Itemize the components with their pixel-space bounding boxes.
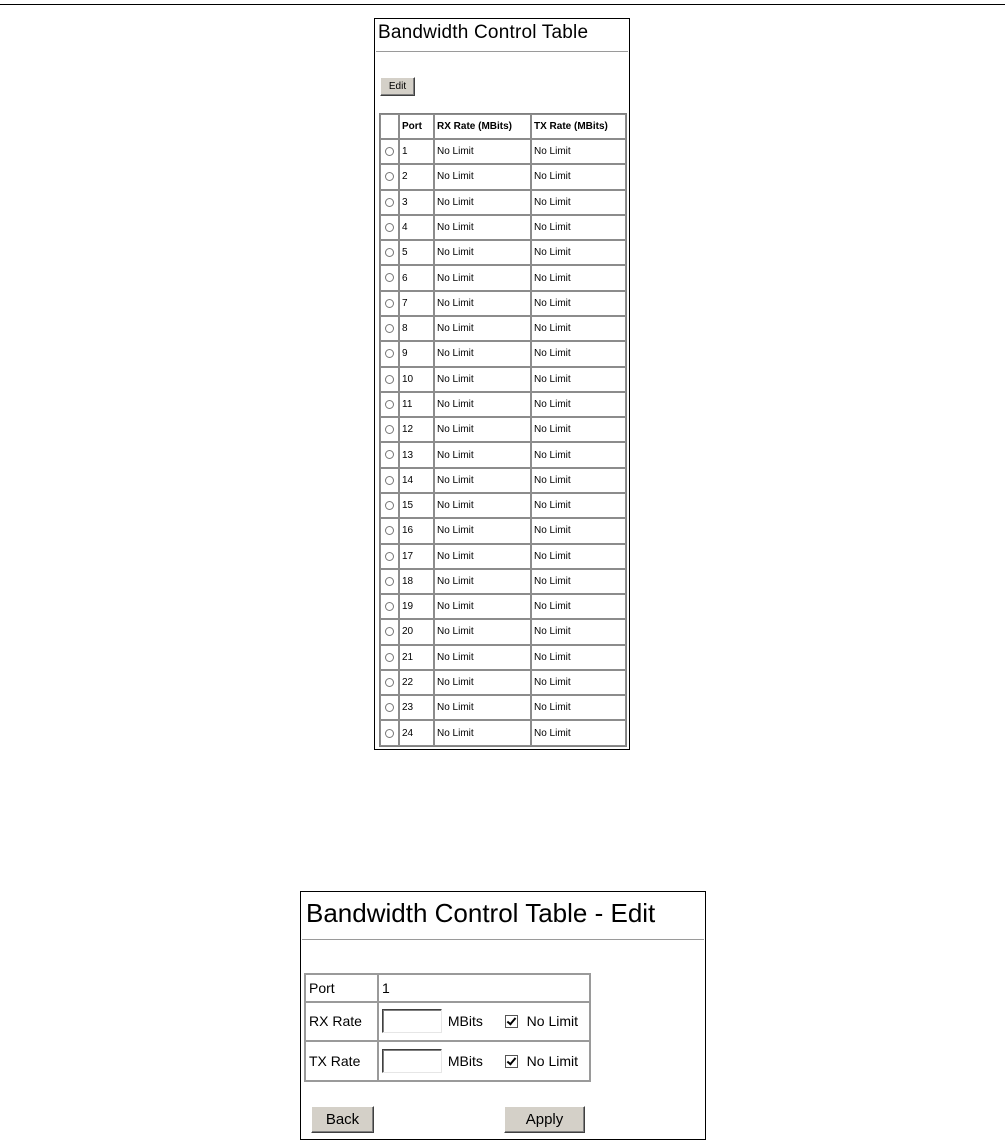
rx-unit-label: MBits — [447, 1013, 483, 1030]
port-cell: 4 — [399, 215, 434, 240]
tx-rate-cell: No Limit — [531, 392, 626, 417]
tx-rate-cell: No Limit — [531, 316, 626, 341]
port-select-radio[interactable] — [385, 248, 394, 257]
tx-rate-row — [305, 1041, 590, 1081]
table-row — [380, 367, 626, 392]
table-row — [380, 164, 626, 189]
rx-rate-label: RX Rate — [305, 1002, 378, 1042]
row-select-cell — [380, 316, 399, 341]
tx-rate-cell: No Limit — [531, 139, 626, 164]
table-row — [380, 594, 626, 619]
rx-rate-row — [305, 1002, 590, 1042]
rx-rate-cell: No Limit — [434, 139, 531, 164]
port-cell: 11 — [399, 392, 434, 417]
top-divider — [0, 4, 1005, 5]
bandwidth-control-table-panel — [374, 18, 630, 750]
row-select-cell — [380, 645, 399, 670]
row-select-cell — [380, 518, 399, 543]
tx-rate-cell: No Limit — [531, 720, 626, 746]
row-select-cell — [380, 392, 399, 417]
port-cell: 8 — [399, 316, 434, 341]
tx-rate-cell: No Limit — [531, 442, 626, 467]
row-select-cell — [380, 190, 399, 215]
row-select-cell — [380, 594, 399, 619]
port-select-radio[interactable] — [385, 653, 394, 662]
table-row — [380, 720, 626, 746]
table-body — [380, 139, 626, 746]
tx-no-limit-checkbox[interactable] — [505, 1055, 518, 1068]
table-header-row — [380, 114, 626, 139]
port-select-radio[interactable] — [385, 678, 394, 687]
tx-rate-cell: No Limit — [531, 190, 626, 215]
bandwidth-edit-panel — [300, 891, 706, 1140]
port-cell: 19 — [399, 594, 434, 619]
port-cell: 10 — [399, 367, 434, 392]
port-select-radio[interactable] — [385, 349, 394, 358]
port-select-radio[interactable] — [385, 273, 394, 282]
edit-button[interactable]: Edit — [380, 77, 415, 96]
row-select-cell — [380, 164, 399, 189]
table-row — [380, 190, 626, 215]
port-select-radio[interactable] — [385, 552, 394, 561]
edit-title-divider — [302, 939, 704, 940]
port-cell: 9 — [399, 341, 434, 366]
port-select-radio[interactable] — [385, 198, 394, 207]
tx-rate-input[interactable] — [382, 1049, 442, 1073]
port-cell: 18 — [399, 569, 434, 594]
tx-rate-cell: No Limit — [531, 215, 626, 240]
port-select-radio[interactable] — [385, 627, 394, 636]
port-cell: 14 — [399, 468, 434, 493]
rx-rate-cell: No Limit — [434, 518, 531, 543]
table-row — [380, 670, 626, 695]
header-port: Port — [399, 114, 434, 139]
port-cell: 17 — [399, 544, 434, 569]
rx-rate-cell: No Limit — [434, 594, 531, 619]
port-label: Port — [305, 974, 378, 1002]
tx-rate-cell: No Limit — [531, 695, 626, 720]
table-row — [380, 291, 626, 316]
table-row — [380, 695, 626, 720]
edit-form-table — [304, 973, 591, 1082]
row-select-cell — [380, 265, 399, 290]
rx-rate-cell: No Limit — [434, 215, 531, 240]
port-select-radio[interactable] — [385, 400, 394, 409]
port-value: 1 — [378, 974, 590, 1002]
row-select-cell — [380, 291, 399, 316]
header-rx-rate: RX Rate (MBits) — [434, 114, 531, 139]
row-select-cell — [380, 367, 399, 392]
tx-rate-label: TX Rate — [305, 1041, 378, 1081]
table-row — [380, 392, 626, 417]
tx-unit-label: MBits — [447, 1053, 483, 1070]
rx-rate-cell: No Limit — [434, 670, 531, 695]
table-row — [380, 518, 626, 543]
rx-rate-cell — [378, 1002, 590, 1042]
tx-rate-cell: No Limit — [531, 493, 626, 518]
tx-rate-cell: No Limit — [531, 367, 626, 392]
table-row — [380, 265, 626, 290]
row-select-cell — [380, 670, 399, 695]
tx-rate-cell: No Limit — [531, 291, 626, 316]
port-select-radio[interactable] — [385, 577, 394, 586]
tx-rate-cell: No Limit — [531, 594, 626, 619]
tx-rate-cell: No Limit — [531, 341, 626, 366]
table-row — [380, 442, 626, 467]
tx-rate-cell: No Limit — [531, 417, 626, 442]
port-cell: 23 — [399, 695, 434, 720]
apply-button[interactable]: Apply — [504, 1106, 585, 1133]
table-row — [380, 215, 626, 240]
tx-rate-cell: No Limit — [531, 645, 626, 670]
rx-rate-cell: No Limit — [434, 164, 531, 189]
rx-rate-cell: No Limit — [434, 442, 531, 467]
port-cell: 21 — [399, 645, 434, 670]
table-row — [380, 619, 626, 644]
tx-rate-cell: No Limit — [531, 670, 626, 695]
port-select-radio[interactable] — [385, 299, 394, 308]
rx-rate-cell: No Limit — [434, 493, 531, 518]
port-cell: 24 — [399, 720, 434, 746]
port-select-radio[interactable] — [385, 172, 394, 181]
port-cell: 15 — [399, 493, 434, 518]
rx-rate-cell: No Limit — [434, 341, 531, 366]
tx-rate-cell: No Limit — [531, 164, 626, 189]
tx-rate-cell: No Limit — [531, 240, 626, 265]
page-title: Bandwidth Control Table — [378, 22, 589, 43]
row-select-cell — [380, 493, 399, 518]
port-select-radio[interactable] — [385, 476, 394, 485]
rx-rate-cell: No Limit — [434, 265, 531, 290]
port-cell: 5 — [399, 240, 434, 265]
row-select-cell — [380, 468, 399, 493]
port-cell: 3 — [399, 190, 434, 215]
table-row — [380, 493, 626, 518]
tx-rate-cell: No Limit — [531, 544, 626, 569]
row-select-cell — [380, 569, 399, 594]
row-select-cell — [380, 442, 399, 467]
rx-rate-cell: No Limit — [434, 367, 531, 392]
table-row — [380, 139, 626, 164]
header-tx-rate: TX Rate (MBits) — [531, 114, 626, 139]
port-select-radio[interactable] — [385, 425, 394, 434]
rx-rate-cell: No Limit — [434, 190, 531, 215]
back-button[interactable]: Back — [311, 1106, 374, 1133]
tx-no-limit-label: No Limit — [526, 1053, 579, 1070]
rx-rate-cell: No Limit — [434, 417, 531, 442]
rx-rate-cell: No Limit — [434, 695, 531, 720]
header-select — [380, 114, 399, 139]
table-row — [380, 468, 626, 493]
table-row — [380, 240, 626, 265]
port-cell: 13 — [399, 442, 434, 467]
port-cell: 6 — [399, 265, 434, 290]
row-select-cell — [380, 139, 399, 164]
bandwidth-table — [379, 113, 627, 747]
tx-rate-cell: No Limit — [531, 468, 626, 493]
rx-rate-input[interactable] — [382, 1009, 442, 1033]
rx-rate-cell: No Limit — [434, 569, 531, 594]
port-select-radio[interactable] — [385, 147, 394, 156]
port-select-radio[interactable] — [385, 729, 394, 738]
port-cell: 2 — [399, 164, 434, 189]
rx-rate-cell: No Limit — [434, 291, 531, 316]
rx-no-limit-checkbox[interactable] — [505, 1015, 518, 1028]
table-row — [380, 569, 626, 594]
tx-rate-cell: No Limit — [531, 619, 626, 644]
table-row — [380, 316, 626, 341]
rx-no-limit-label: No Limit — [526, 1013, 579, 1030]
port-cell: 1 — [399, 139, 434, 164]
rx-rate-cell: No Limit — [434, 544, 531, 569]
table-row — [380, 417, 626, 442]
table-row — [380, 341, 626, 366]
row-select-cell — [380, 417, 399, 442]
tx-rate-cell — [378, 1041, 590, 1081]
port-select-radio[interactable] — [385, 602, 394, 611]
port-cell: 7 — [399, 291, 434, 316]
row-select-cell — [380, 695, 399, 720]
port-cell: 22 — [399, 670, 434, 695]
row-select-cell — [380, 215, 399, 240]
port-select-radio[interactable] — [385, 223, 394, 232]
row-select-cell — [380, 240, 399, 265]
rx-rate-cell: No Limit — [434, 645, 531, 670]
port-select-radio[interactable] — [385, 501, 394, 510]
rx-rate-cell: No Limit — [434, 468, 531, 493]
port-cell: 16 — [399, 518, 434, 543]
edit-page-title: Bandwidth Control Table - Edit — [306, 898, 656, 928]
port-cell: 20 — [399, 619, 434, 644]
row-select-cell — [380, 544, 399, 569]
title-divider — [376, 51, 628, 52]
tx-rate-cell: No Limit — [531, 265, 626, 290]
rx-rate-cell: No Limit — [434, 240, 531, 265]
port-select-radio[interactable] — [385, 375, 394, 384]
rx-rate-cell: No Limit — [434, 316, 531, 341]
row-select-cell — [380, 341, 399, 366]
port-select-radio[interactable] — [385, 450, 394, 459]
rx-rate-cell: No Limit — [434, 392, 531, 417]
table-row — [380, 544, 626, 569]
port-select-radio[interactable] — [385, 324, 394, 333]
port-select-radio[interactable] — [385, 526, 394, 535]
row-select-cell — [380, 720, 399, 746]
rx-rate-cell: No Limit — [434, 619, 531, 644]
rx-rate-cell: No Limit — [434, 720, 531, 746]
port-cell: 12 — [399, 417, 434, 442]
port-row — [305, 974, 590, 1002]
tx-rate-cell: No Limit — [531, 569, 626, 594]
tx-rate-cell: No Limit — [531, 518, 626, 543]
table-row — [380, 645, 626, 670]
row-select-cell — [380, 619, 399, 644]
port-select-radio[interactable] — [385, 703, 394, 712]
